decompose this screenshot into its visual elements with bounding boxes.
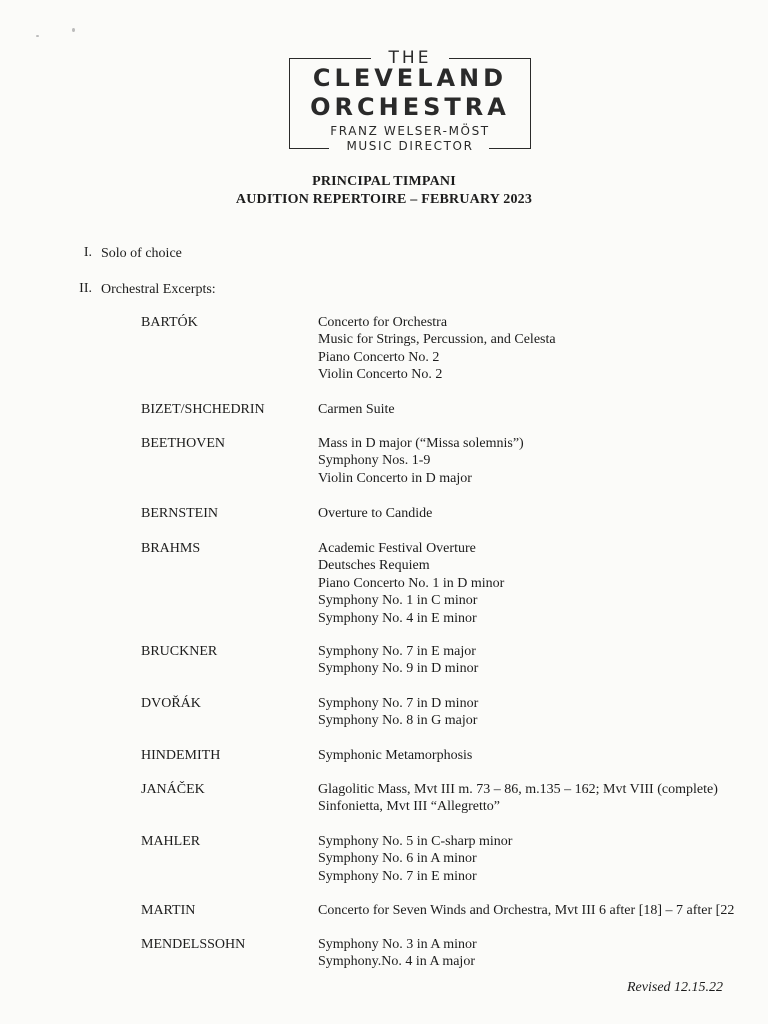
work-list bbox=[318, 643, 478, 678]
work-list bbox=[318, 401, 395, 418]
work-item: Symphony Nos. 1-9 bbox=[318, 453, 431, 469]
work-list bbox=[318, 781, 718, 816]
composer-name: JANÁČEK bbox=[141, 782, 205, 797]
work-item: Symphony No. 6 in A minor bbox=[318, 851, 477, 867]
work-list bbox=[318, 435, 524, 487]
composer-name: BRAHMS bbox=[141, 541, 201, 556]
work-list bbox=[318, 902, 734, 919]
scan-speck bbox=[36, 35, 39, 37]
logo-director-title: MUSIC DIRECTOR bbox=[346, 139, 474, 153]
work-item: Piano Concerto No. 2 bbox=[318, 349, 440, 365]
work-item: Symphonic Metamorphosis bbox=[318, 748, 473, 763]
section-label: Orchestral Excerpts: bbox=[101, 282, 216, 297]
work-item: Music for Strings, Percussion, and Celesta bbox=[318, 332, 556, 348]
logo-rule bbox=[489, 148, 531, 149]
work-item: Symphony No. 7 in E minor bbox=[318, 868, 477, 884]
work-item: Violin Concerto in D major bbox=[318, 470, 472, 486]
work-item: Violin Concerto No. 2 bbox=[318, 367, 443, 383]
work-item: Symphony No. 7 in E major bbox=[318, 644, 476, 659]
work-list bbox=[318, 314, 556, 384]
work-item: Symphony.No. 4 in A major bbox=[318, 954, 475, 970]
section-numeral: I. bbox=[83, 245, 92, 260]
work-item: Mass in D major (“Missa solemnis”) bbox=[318, 436, 524, 451]
composer-name: BERNSTEIN bbox=[141, 506, 218, 521]
logo-rule bbox=[289, 148, 329, 149]
document-subtitle: AUDITION REPERTOIRE – FEBRUARY 2023 bbox=[235, 192, 533, 207]
composer-name: MAHLER bbox=[141, 834, 201, 849]
section-numeral: II. bbox=[79, 281, 92, 296]
logo-the: THE bbox=[388, 48, 432, 68]
work-item: Overture to Candide bbox=[318, 506, 433, 521]
work-list bbox=[318, 695, 478, 730]
document-title: PRINCIPAL TIMPANI bbox=[312, 174, 456, 189]
composer-name: MENDELSSOHN bbox=[141, 937, 246, 952]
work-list bbox=[318, 505, 432, 522]
orchestra-logo bbox=[289, 47, 531, 151]
work-list bbox=[318, 936, 477, 971]
work-item: Symphony No. 9 in D minor bbox=[318, 661, 479, 677]
work-item: Symphony No. 4 in E minor bbox=[318, 610, 477, 626]
work-item: Sinfonietta, Mvt III “Allegretto” bbox=[318, 799, 500, 815]
work-item: Symphony No. 3 in A minor bbox=[318, 937, 477, 952]
work-list bbox=[318, 540, 504, 627]
work-item: Symphony No. 1 in C minor bbox=[318, 593, 478, 609]
scan-speck bbox=[72, 28, 75, 32]
work-item: Deutsches Requiem bbox=[318, 558, 430, 574]
revision-date: Revised 12.15.22 bbox=[627, 980, 724, 995]
work-item: Symphony No. 5 in C-sharp minor bbox=[318, 834, 513, 849]
composer-name: BIZET/SHCHEDRIN bbox=[141, 402, 265, 417]
logo-director-name: FRANZ WELSER-MÖST bbox=[330, 124, 490, 138]
work-item: Concerto for Seven Winds and Orchestra, Mvt III 6 after [18] – 7 after [22 bbox=[318, 903, 735, 918]
composer-name: HINDEMITH bbox=[141, 748, 221, 763]
composer-name: DVOŘÁK bbox=[141, 696, 201, 711]
work-item: Concerto for Orchestra bbox=[318, 315, 448, 330]
composer-name: BRUCKNER bbox=[141, 644, 218, 659]
work-item: Symphony No. 8 in G major bbox=[318, 713, 478, 729]
logo-line2: ORCHESTRA bbox=[310, 93, 510, 121]
composer-name: BARTÓK bbox=[141, 315, 198, 330]
section-label: Solo of choice bbox=[101, 246, 182, 261]
work-item: Carmen Suite bbox=[318, 402, 395, 417]
work-item: Academic Festival Overture bbox=[318, 541, 476, 556]
logo-line1: CLEVELAND bbox=[312, 64, 508, 92]
work-list bbox=[318, 833, 512, 885]
work-list bbox=[318, 747, 472, 764]
work-item: Glagolitic Mass, Mvt III m. 73 – 86, m.135 – 162; Mvt VIII (complete) bbox=[318, 782, 718, 797]
work-item: Piano Concerto No. 1 in D minor bbox=[318, 575, 505, 591]
composer-name: BEETHOVEN bbox=[141, 436, 225, 451]
composer-name: MARTIN bbox=[141, 903, 196, 918]
work-item: Symphony No. 7 in D minor bbox=[318, 696, 479, 711]
